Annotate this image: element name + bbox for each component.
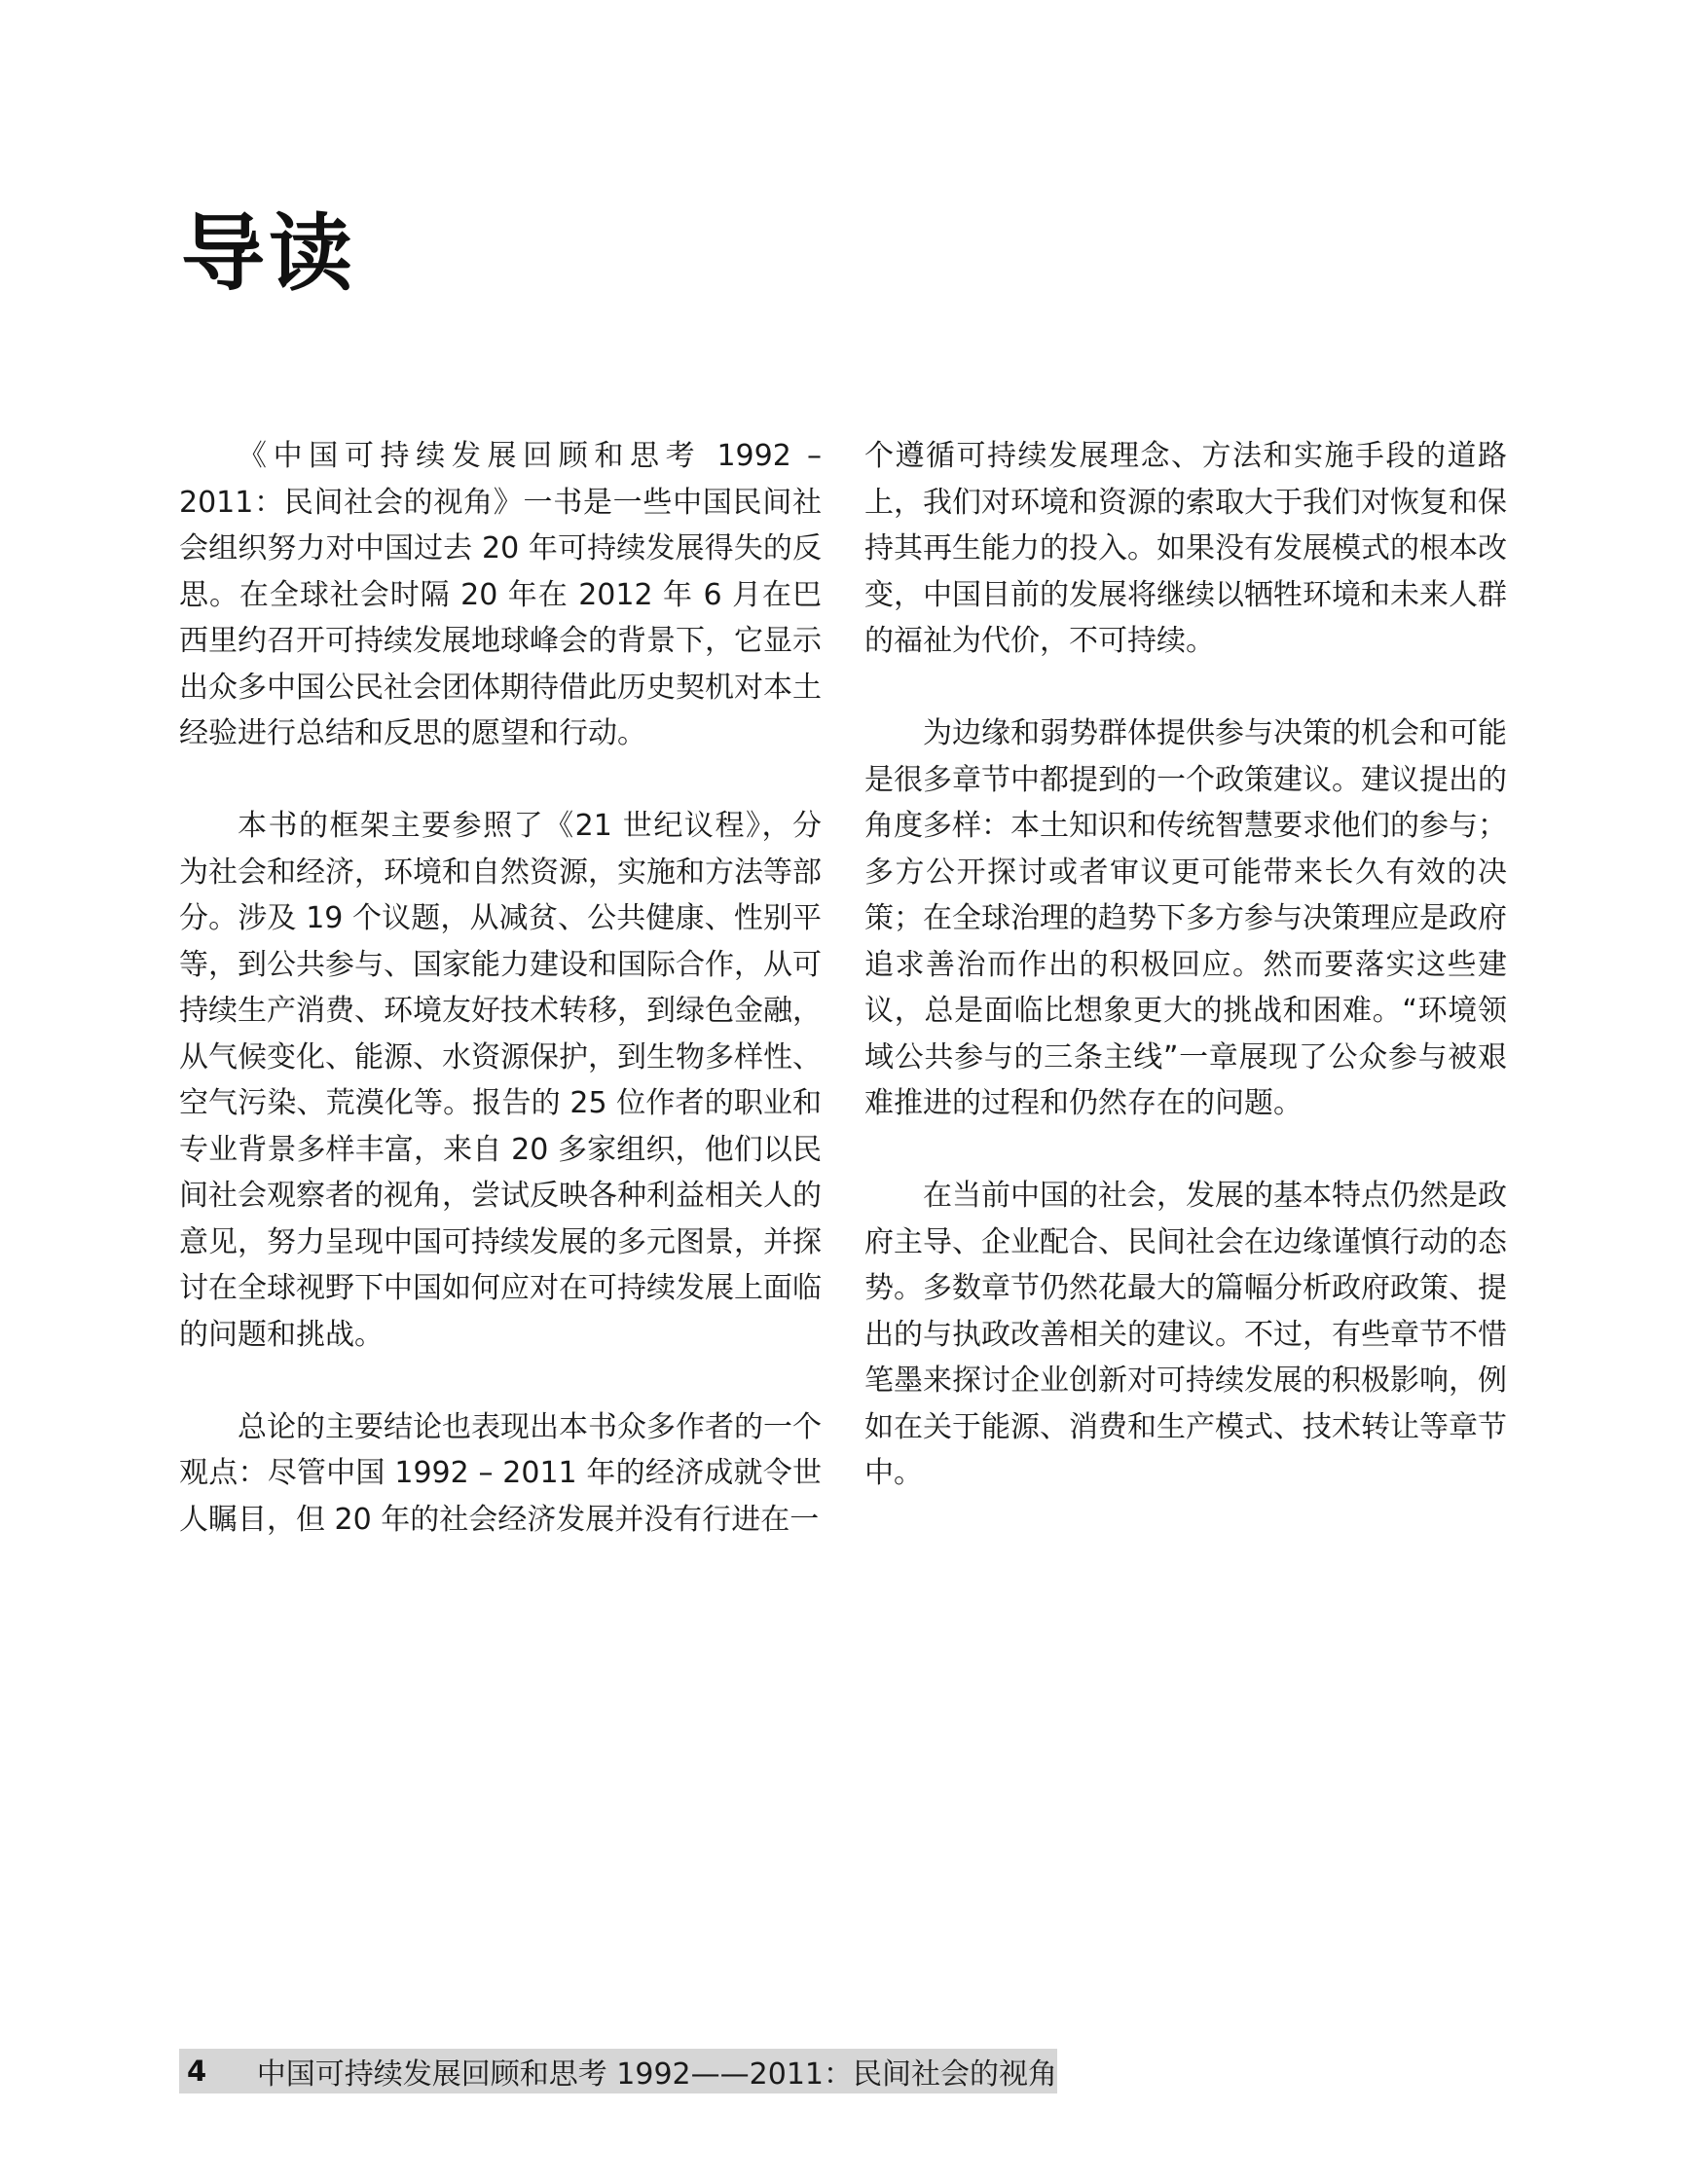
footer-bar [179, 2049, 1057, 2093]
page-title: 导读 [181, 205, 356, 303]
right-column [864, 433, 1507, 1543]
running-title: 中国可持续发展回顾和思考 1992——2011：民间社会的视角 [256, 2057, 1057, 2092]
left-column [179, 433, 822, 1589]
paragraph-conclusion-continued: 个遵循可持续发展理念、方法和实施手段的道路上，我们对环境和资源的索取大于我们对恢复和保持其再生能力的投入。如果没有发展模式的根本改变，中国目前的发展将继续以牺牲环境和未来人群的福祉为代价，不可持续。 [864, 439, 1507, 658]
page-number: 4 [187, 2055, 207, 2088]
paragraph-participation: 为边缘和弱势群体提供参与决策的机会和可能是很多章节中都提到的一个政策建议。建议提出的角度多样：本土知识和传统智慧要求他们的参与；多方公开探讨或者审议更可能带来长久有效的决策；在全球治理的趋势下多方参与决策理应是政府追求善治而作出的积极回应。然而要落实这些建议，总是面临比想象更大的挑战和困难。“环境领域公共参与的三条主线”一章展现了公众参与被艰难推进的过程和仍然存在的问题。 [864, 716, 1507, 1120]
paragraph-intro: 《中国可持续发展回顾和思考 1992 – 2011：民间社会的视角》一书是一些中国民间社会组织努力对中国过去 20 年可持续发展得失的反思。在全球社会时隔 20 年在 2012 年 6 月在巴西里约召开可持续发展地球峰会的背景下，它显示出众多中国公民社会团体期待借此历史契机对本土经验进行总结和反思的愿望和行动。 [179, 439, 822, 750]
paragraph-government-role: 在当前中国的社会，发展的基本特点仍然是政府主导、企业配合、民间社会在边缘谨慎行动的态势。多数章节仍然花最大的篇幅分析政府政策、提出的与执政改善相关的建议。不过，有些章节不惜笔墨来探讨企业创新对可持续发展的积极影响，例如在关于能源、消费和生产模式、技术转让等章节中。 [864, 1179, 1507, 1490]
paragraph-framework: 本书的框架主要参照了《21 世纪议程》，分为社会和经济，环境和自然资源，实施和方法等部分。涉及 19 个议题，从减贫、公共健康、性别平等，到公共参与、国家能力建设和国际合作，从可持续生产消费、环境友好技术转移，到绿色金融，从气候变化、能源、水资源保护，到生物多样性、空气污染、荒漠化等。报告的 25 位作者的职业和专业背景多样丰富，来自 20 多家组织，他们以民间社会观察者的视角，尝试反映各种利益相关人的意见，努力呈现中国可持续发展的多元图景，并探讨在全球视野下中国如何应对在可持续发展上面临的问题和挑战。 [179, 809, 822, 1352]
paragraph-conclusion: 总论的主要结论也表现出本书众多作者的一个观点：尽管中国 1992 – 2011 年的经济成就令世人瞩目，但 20 年的社会经济发展并没有行进在一 [179, 1409, 822, 1537]
